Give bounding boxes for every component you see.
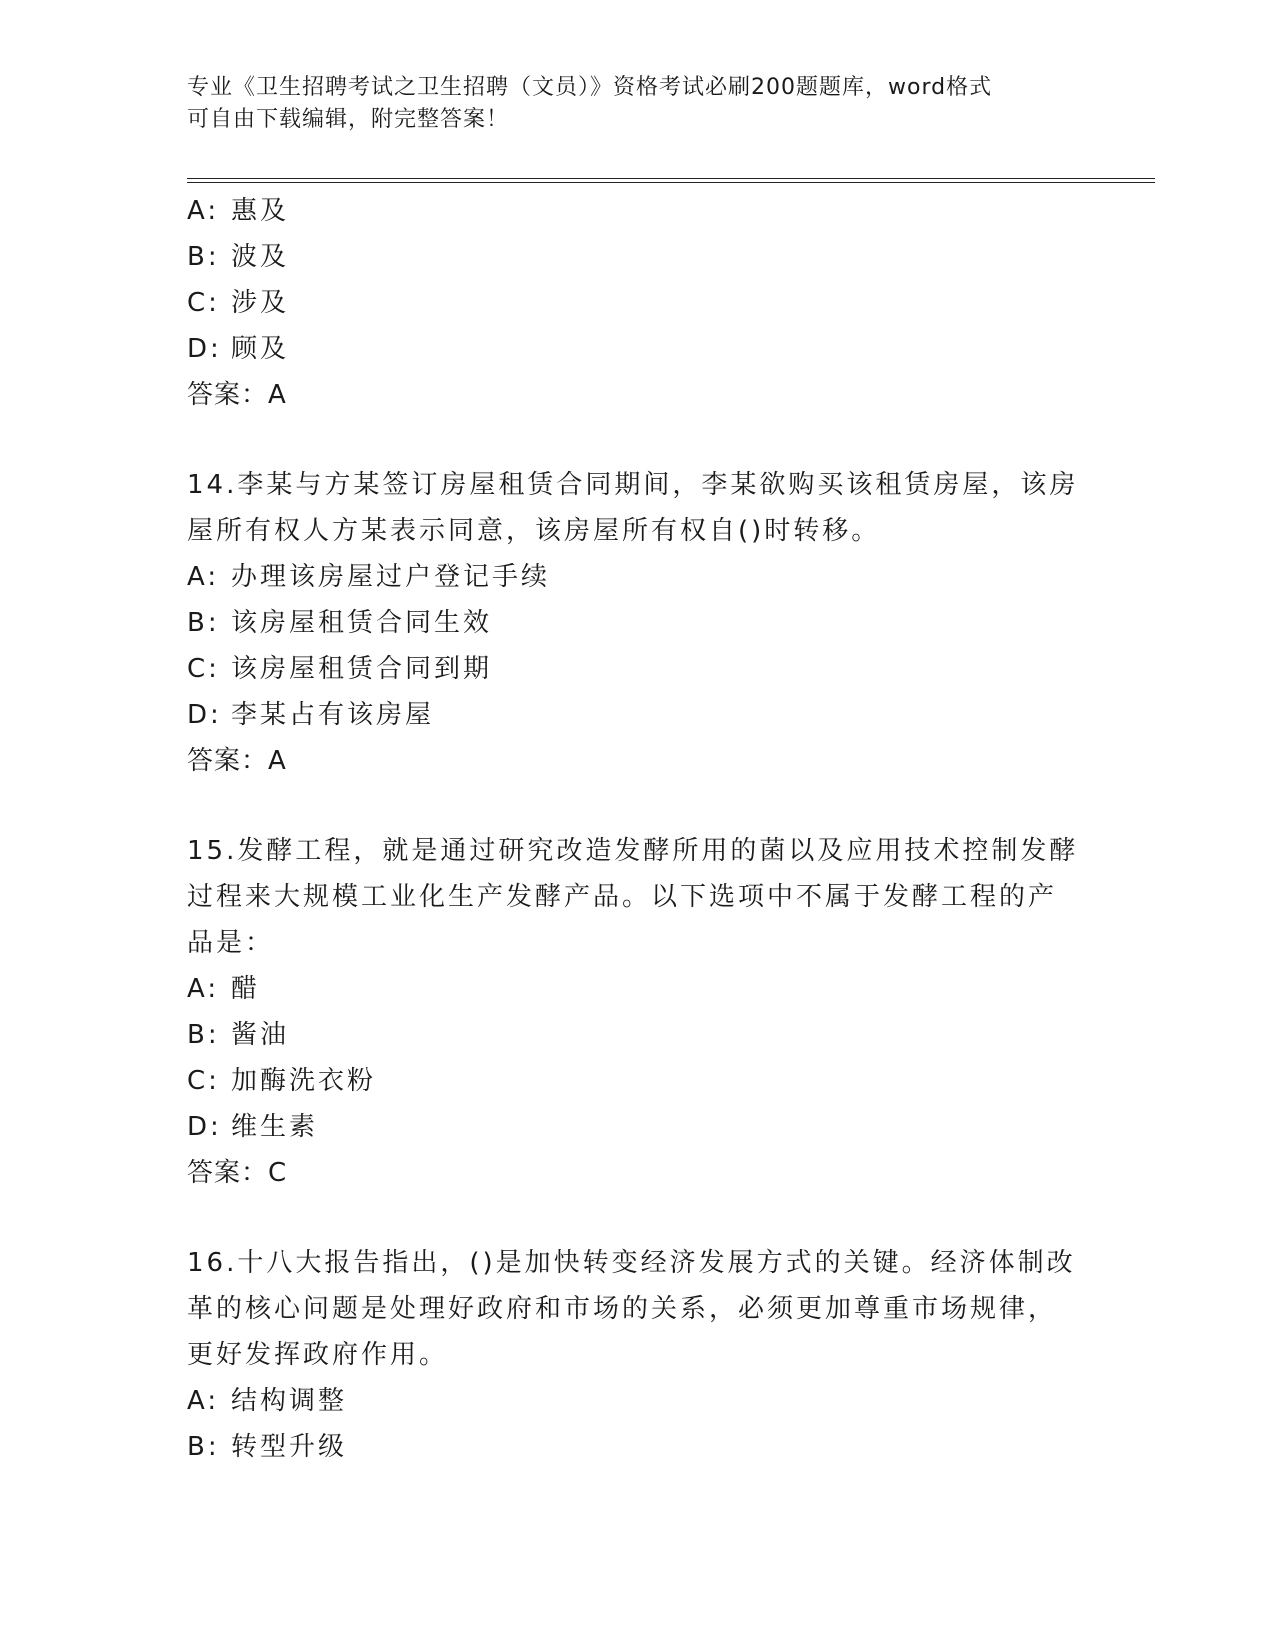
option-a: A: 惠及 xyxy=(187,196,290,226)
option-b: B: 转型升级 xyxy=(187,1432,348,1462)
question-14 xyxy=(187,462,1087,784)
question-stem: 16.十八大报告指出，()是加快转变经济发展方式的关键。经济体制改 革的核心问题是处理好政府和市场的关系，必须更加尊重市场规律， 更好发挥政府作用。 xyxy=(187,1248,1076,1370)
option-b: B: 酱油 xyxy=(187,1020,290,1050)
header-divider-top xyxy=(187,178,1155,179)
document-header xyxy=(187,72,1067,136)
option-d: D: 顾及 xyxy=(187,334,290,364)
question-13 xyxy=(187,188,1087,418)
answer: 答案：C xyxy=(187,1158,288,1188)
answer: 答案：A xyxy=(187,380,287,410)
question-15 xyxy=(187,828,1087,1196)
option-c: C: 该房屋租赁合同到期 xyxy=(187,654,493,684)
header-divider-bottom xyxy=(187,182,1155,183)
option-b: B: 波及 xyxy=(187,242,290,272)
question-stem: 15.发酵工程，就是通过研究改造发酵所用的菌以及应用技术控制发酵 过程来大规模工业化生产发酵产品。以下选项中不属于发酵工程的产 品是： xyxy=(187,836,1079,958)
option-a: A: 结构调整 xyxy=(187,1386,348,1416)
option-c: C: 涉及 xyxy=(187,288,290,318)
option-b: B: 该房屋租赁合同生效 xyxy=(187,608,493,638)
answer: 答案：A xyxy=(187,746,287,776)
question-16 xyxy=(187,1240,1087,1470)
option-d: D: 李某占有该房屋 xyxy=(187,700,435,730)
header-line-2: 可自由下载编辑，附完整答案！ xyxy=(187,107,510,132)
header-line-1: 专业《卫生招聘考试之卫生招聘（文员）》资格考试必刷200题题库，word格式 xyxy=(187,75,993,100)
option-a: A: 醋 xyxy=(187,974,261,1004)
question-list xyxy=(187,188,1087,1470)
option-c: C: 加酶洗衣粉 xyxy=(187,1066,377,1096)
option-a: A: 办理该房屋过户登记手续 xyxy=(187,562,551,592)
question-stem: 14.李某与方某签订房屋租赁合同期间，李某欲购买该租赁房屋，该房 屋所有权人方某表示同意，该房屋所有权自()时转移。 xyxy=(187,470,1079,546)
option-d: D: 维生素 xyxy=(187,1112,319,1142)
